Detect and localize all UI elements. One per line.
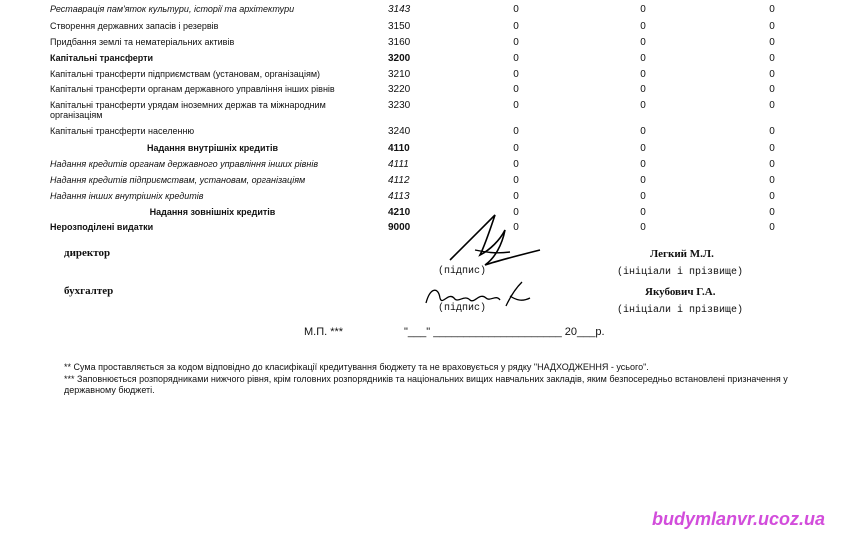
row-name: Придбання землі та нематеріальних активів [50,37,235,47]
row-name: Капітальні трансферти органам державного управління інших рівнів [50,84,335,94]
accountant-signature [418,278,538,313]
table-row [0,191,856,205]
row-name: Капітальні трансферти урядам іноземних держав та міжнародним організаціям [50,100,326,120]
row-code: 3200 [388,53,411,64]
row-name: Капітальні трансферти підприємствам (установам, організаціям) [50,69,321,79]
table-row [0,126,856,140]
row-code: 3240 [388,126,411,137]
row-name: Надання кредитів органам державного управління інших рівнів [50,159,319,169]
row-value-v3: 0 [769,69,775,80]
row-name: Надання зовнішніх кредитів [149,207,276,217]
row-code: 4210 [388,207,411,218]
row-value-v3: 0 [769,4,775,15]
row-code: 3150 [388,21,411,32]
row-code: 3143 [388,4,411,15]
director-label: директор [64,247,111,259]
row-value-v1: 0 [513,143,519,154]
row-value-v2: 0 [640,175,646,186]
row-name: Надання кредитів підприємствам, установам, організаціям [50,175,306,185]
row-value-v1: 0 [513,175,519,186]
row-value-v2: 0 [640,222,646,233]
row-value-v2: 0 [640,37,646,48]
row-value-v1: 0 [513,222,519,233]
row-value-v2: 0 [640,207,646,218]
table-row [0,4,856,18]
director-name: Легкий М.Л. [650,248,714,260]
row-name: Створення державних запасів і резервів [50,21,219,31]
row-value-v1: 0 [513,126,519,137]
row-value-v3: 0 [769,191,775,202]
table-row [0,222,856,236]
row-value-v3: 0 [769,126,775,137]
row-value-v3: 0 [769,207,775,218]
row-code: 3210 [388,69,411,80]
stamp-label: М.П. *** [304,326,344,338]
row-value-v2: 0 [640,126,646,137]
row-name: Надання внутрішніх кредитів [147,143,278,153]
row-value-v2: 0 [640,191,646,202]
table-row [0,175,856,189]
director-signature [440,210,550,270]
row-value-v3: 0 [769,100,775,111]
row-name: Капітальні трансферти населенню [50,126,195,136]
site-watermark: budymlanvr.ucoz.ua [652,509,826,529]
row-value-v2: 0 [640,21,646,32]
row-value-v1: 0 [513,100,519,111]
row-value-v1: 0 [513,191,519,202]
row-value-v3: 0 [769,175,775,186]
row-code: 3220 [388,84,411,95]
footnote-lower-level: *** Заповнюється розпорядниками нижчого рівня, крім головних розпорядників та національних вищих навчальних закладів, яким безпосередньо встановлені призначення у державному бюджеті. [64,374,788,395]
row-value-v2: 0 [640,100,646,111]
row-code: 3230 [388,100,411,111]
accountant-label: бухгалтер [64,285,114,297]
row-code: 4111 [388,159,409,170]
row-value-v1: 0 [513,159,519,170]
table-row [0,69,856,83]
row-value-v2: 0 [640,4,646,15]
table-row [0,100,856,120]
row-value-v1: 0 [513,69,519,80]
accountant-name-caption: (ініціали і прізвище) [617,305,744,316]
row-value-v3: 0 [769,37,775,48]
row-value-v1: 0 [513,4,519,15]
row-value-v1: 0 [513,21,519,32]
row-code: 3160 [388,37,411,48]
row-code: 4110 [388,143,410,154]
date-line: "___" _____________________ 20___р. [404,326,605,338]
table-row [0,53,856,67]
row-value-v1: 0 [513,37,519,48]
row-value-v3: 0 [769,159,775,170]
row-value-v2: 0 [640,143,646,154]
footnote-credit-sum: ** Сума проставляється за кодом відповідно до класифікації кредитування бюджету та не враховується у рядку "НАДХОДЖЕННЯ - усього". [64,362,649,372]
row-value-v2: 0 [640,69,646,80]
row-value-v1: 0 [513,53,519,64]
row-value-v2: 0 [640,53,646,64]
row-name: Надання інших внутрішніх кредитів [50,191,204,201]
row-code: 4113 [388,191,410,202]
row-value-v1: 0 [513,84,519,95]
table-row [0,84,856,98]
table-row [0,37,856,51]
row-value-v2: 0 [640,159,646,170]
row-value-v3: 0 [769,21,775,32]
row-name: Реставрація пам'яток культури, історії та архітектури [50,4,295,14]
row-code: 4112 [388,175,410,186]
director-name-caption: (ініціали і прізвище) [617,267,744,278]
row-code: 9000 [388,222,411,233]
table-row [0,143,856,157]
table-row [0,159,856,173]
row-value-v2: 0 [640,84,646,95]
row-value-v1: 0 [513,207,519,218]
row-value-v3: 0 [769,53,775,64]
row-name: Капітальні трансферти [50,53,154,63]
table-row [0,21,856,35]
row-value-v3: 0 [769,84,775,95]
row-name: Нерозподілені видатки [50,222,154,232]
row-value-v3: 0 [769,222,775,233]
accountant-sign-caption: (підпис) [438,303,487,314]
row-value-v3: 0 [769,143,775,154]
director-sign-caption: (підпис) [438,266,487,277]
accountant-name: Якубович Г.А. [645,286,716,298]
table-row [0,207,856,221]
